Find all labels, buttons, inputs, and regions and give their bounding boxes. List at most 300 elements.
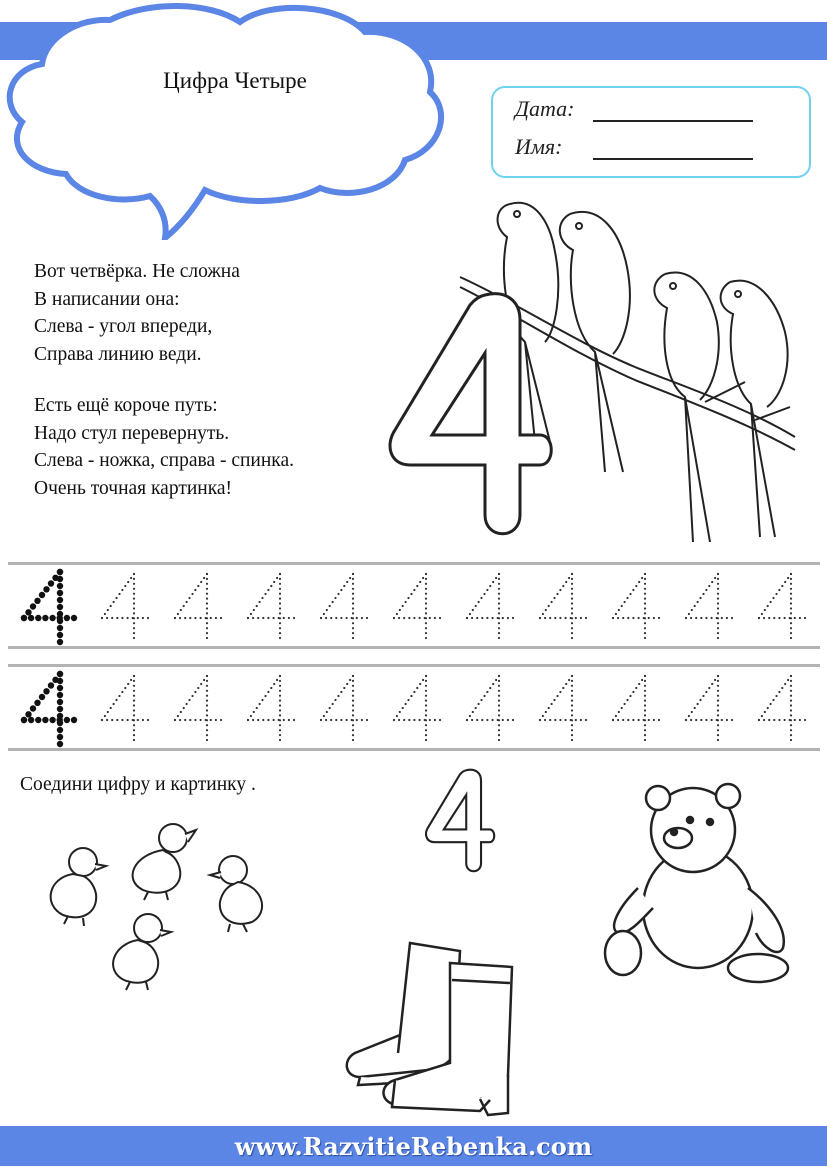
sample-digit-dot: [57, 639, 63, 645]
tracing-digit-dot: [200, 617, 202, 619]
tracing-digit-dot: [770, 601, 772, 603]
tracing-digit-dot: [343, 687, 345, 689]
tracing-digit-dot: [781, 585, 783, 587]
tracing-digit-dot: [133, 637, 135, 639]
tracing-digit-dot: [705, 691, 707, 693]
tracing-digit-dot: [481, 719, 483, 721]
tracing-digit-dot: [403, 719, 405, 721]
tracing-digit-dot: [323, 715, 325, 717]
date-line[interactable]: [593, 120, 753, 122]
tracing-digit-dot: [775, 593, 777, 595]
tracing-digit-dot: [197, 585, 199, 587]
tracing-digit-dot: [273, 617, 275, 619]
tracing-digit-dot: [279, 593, 281, 595]
tracing-digit-dot: [498, 637, 500, 639]
tracing-digit-dot: [206, 695, 208, 697]
poem-stanza-1: [34, 258, 294, 368]
tracing-digit-dot: [270, 687, 272, 689]
tracing-digit-dot: [691, 711, 693, 713]
name-row: [515, 134, 562, 160]
tracing-digit-dot: [475, 605, 477, 607]
sample-digit-dot: [25, 609, 31, 615]
sample-digit-dot: [43, 688, 49, 694]
tracing-digit-dot: [116, 719, 118, 721]
tracing-digit-dot: [340, 589, 342, 591]
tracing-digit-dot: [790, 583, 792, 585]
tracing-digit-dot: [200, 719, 202, 721]
tracing-digit-dot: [635, 687, 637, 689]
tracing-digit-dot: [644, 675, 646, 677]
tracing-digit-dot: [717, 602, 719, 604]
tracing-digit-dot: [618, 711, 620, 713]
big-four-outline: [380, 285, 570, 545]
tracing-digit-dot: [635, 585, 637, 587]
tracing-digit-dot: [133, 729, 135, 731]
tracing-digit-dot: [585, 617, 587, 619]
tracing-digit-dot: [571, 617, 573, 619]
sample-digit-dot: [57, 625, 63, 631]
tracing-digit-dot: [790, 622, 792, 624]
tracing-digit-dot: [483, 593, 485, 595]
small-four-outline[interactable]: [412, 766, 512, 876]
tracing-digit-dot: [407, 597, 409, 599]
sample-digit-dot: [57, 583, 63, 589]
tracing-digit-dot: [498, 739, 500, 741]
tracing-digit-dot: [142, 617, 144, 619]
tracing-digit-dot: [545, 609, 547, 611]
tracing-digit-dot: [279, 632, 281, 634]
tracing-digit-dot: [110, 707, 112, 709]
tracing-digit-dot: [425, 588, 427, 590]
sample-digit-dot: [30, 705, 36, 711]
tracing-digit-dot: [184, 719, 186, 721]
tracing-digit-dot: [133, 593, 135, 595]
tracing-digit-dot: [542, 715, 544, 717]
tracing-digit-dot: [220, 617, 222, 619]
tracing-digit-dot: [481, 617, 483, 619]
tracing-digit-dot: [403, 617, 405, 619]
tracing-digit-dot: [206, 714, 208, 716]
tracing-digit-dot: [250, 715, 252, 717]
tracing-digit-dot: [731, 719, 733, 721]
tracing-digit-dot: [548, 707, 550, 709]
tracing-digit-dot: [352, 704, 354, 706]
tracing-digit-dot: [179, 719, 181, 721]
tracing-digit-dot: [767, 605, 769, 607]
tracing-digit-dot: [700, 719, 702, 721]
tracing-digit-dot: [466, 719, 468, 721]
tracing-digit-dot: [498, 617, 500, 619]
tracing-digit-dot: [475, 707, 477, 709]
tracing-digit-dot: [264, 695, 266, 697]
tracing-digit-dot: [206, 685, 208, 687]
sample-digit-dot: [57, 678, 63, 684]
sample-digit-dot: [64, 717, 70, 723]
tracing-digit-dot: [416, 687, 418, 689]
tracing-digit-dot: [276, 679, 278, 681]
tracing-digit-dot: [498, 583, 500, 585]
tracing-digit-dot: [790, 612, 792, 614]
tracing-digit-dot: [206, 734, 208, 736]
tracing-digit-dot: [644, 734, 646, 736]
tracing-digit-dot: [279, 724, 281, 726]
tracing-digit-dot: [335, 719, 337, 721]
tracing-digit-dot: [568, 577, 570, 579]
tracing-digit-dot: [279, 607, 281, 609]
tracing-digit-dot: [492, 719, 494, 721]
tracing-digit-dot: [261, 597, 263, 599]
tracing-digit-dot: [352, 607, 354, 609]
name-label: Имя:: [515, 134, 563, 159]
tracing-digit-dot: [174, 719, 176, 721]
tracing-digit-dot: [107, 711, 109, 713]
tracing-digit-dot: [279, 700, 281, 702]
poem-line: Очень точная картинка!: [34, 477, 233, 499]
tracing-digit-dot: [104, 715, 106, 717]
tracing-digit-dot: [790, 685, 792, 687]
ducklings-illustration[interactable]: [38, 820, 288, 995]
tracing-digit-dot: [366, 719, 368, 721]
tracing-digit-dot: [571, 690, 573, 692]
task-instruction: Соедини цифру и картинку .: [20, 774, 256, 795]
poem-stanza-2: [34, 392, 294, 502]
tracing-digit-dot: [434, 617, 436, 619]
tracing-digit-dot: [279, 719, 281, 721]
tracing-digit-dot: [565, 719, 567, 721]
sample-digit-dot: [57, 618, 63, 624]
tracing-digit-dot: [790, 578, 792, 580]
tracing-digits[interactable]: [8, 662, 820, 752]
tracing-digit-dot: [352, 680, 354, 682]
tracing-digit-dot: [425, 680, 427, 682]
tracing-digit-dot: [638, 581, 640, 583]
tracing-digit-dot: [556, 695, 558, 697]
tracing-digit-dot: [191, 695, 193, 697]
tracing-digit-dot: [206, 704, 208, 706]
tracing-digit-dot: [559, 589, 561, 591]
tracing-digit-dot: [334, 699, 336, 701]
tracing-digits[interactable]: [8, 560, 820, 650]
tracing-digit-dot: [106, 719, 108, 721]
tracing-digit-dot: [653, 719, 655, 721]
poem-line: В написании она:: [34, 288, 180, 310]
tracing-digit-dot: [206, 617, 208, 619]
cloud-shape: [0, 0, 460, 240]
sample-digit-dot: [57, 604, 63, 610]
tracing-digit-dot: [215, 719, 217, 721]
tracing-digit-dot: [790, 607, 792, 609]
tracing-digit-dot: [408, 617, 410, 619]
tracing-digit-dot: [632, 691, 634, 693]
tracing-digit-dot: [425, 709, 427, 711]
tracing-digit-dot: [551, 703, 553, 705]
tracing-digit-dot: [498, 709, 500, 711]
tracing-digit-dot: [206, 607, 208, 609]
tracing-digit-dot: [413, 691, 415, 693]
tracing-digit-dot: [121, 617, 123, 619]
tracing-digit-dot: [571, 612, 573, 614]
sample-digit-dot: [57, 671, 63, 677]
tracing-digit-dot: [429, 719, 431, 721]
tracing-digit-dot: [273, 719, 275, 721]
tracing-digit-dot: [137, 617, 139, 619]
tracing-digit-dot: [580, 617, 582, 619]
tracing-digit-dot: [194, 691, 196, 693]
tracing-digit-dot: [194, 719, 196, 721]
tracing-digit-dot: [352, 675, 354, 677]
tracing-digit-dot: [206, 729, 208, 731]
tracing-digit-dot: [206, 700, 208, 702]
tracing-digit-dot: [653, 617, 655, 619]
date-name-box: [491, 86, 811, 178]
tracing-digit-dot: [498, 593, 500, 595]
tracing-digit-dot: [189, 617, 191, 619]
tracing-digit-dot: [705, 589, 707, 591]
tracing-digit-dot: [323, 613, 325, 615]
tracing-digit-dot: [492, 581, 494, 583]
tracing-digit-dot: [206, 675, 208, 677]
tracing-digit-dot: [551, 601, 553, 603]
tracing-digit-dot: [133, 578, 135, 580]
tracing-digit-dot: [644, 617, 646, 619]
tracing-digit-dot: [356, 617, 358, 619]
tracing-digit-dot: [644, 583, 646, 585]
tracing-digit-dot: [206, 627, 208, 629]
tracing-digit-dot: [549, 719, 551, 721]
sample-digit-dot: [57, 576, 63, 582]
tracing-digit-dot: [279, 709, 281, 711]
tracing-digit-dot: [425, 593, 427, 595]
tracing-digit-dot: [101, 719, 103, 721]
tracing-digit-dot: [337, 593, 339, 595]
tracing-digit-dot: [758, 719, 760, 721]
tracing-digit-dot: [618, 609, 620, 611]
tracing-digit-dot: [622, 719, 624, 721]
tracing-digit-dot: [200, 581, 202, 583]
tracing-digit-dot: [711, 683, 713, 685]
sample-digit-dot: [57, 597, 63, 603]
tracing-digit-dot: [486, 719, 488, 721]
tracing-digit-dot: [694, 605, 696, 607]
tracing-digit-dot: [489, 585, 491, 587]
tracing-digit-dot: [133, 607, 135, 609]
tracing-digit-dot: [498, 729, 500, 731]
tracing-digit-dot: [352, 578, 354, 580]
tracing-digit-dot: [180, 609, 182, 611]
tracing-digit-dot: [142, 719, 144, 721]
tracing-digit-dot: [644, 573, 646, 575]
tracing-digit-dot: [717, 588, 719, 590]
tracing-digit-dot: [425, 637, 427, 639]
sample-digit-dot: [28, 717, 34, 723]
tracing-digit-dot: [133, 719, 135, 721]
tracing-digit-dot: [279, 704, 281, 706]
tracing-digit-dot: [116, 617, 118, 619]
tracing-digit-dot: [279, 588, 281, 590]
tracing-digit-dot: [489, 687, 491, 689]
tracing-digit-dot: [717, 612, 719, 614]
tracing-digit-dot: [206, 583, 208, 585]
tracing-digit-dot: [498, 680, 500, 682]
tracing-digit-dot: [425, 627, 427, 629]
tracing-digit-dot: [413, 719, 415, 721]
tracing-digit-dot: [133, 675, 135, 677]
tracing-digit-dot: [790, 675, 792, 677]
tracing-digit-dot: [691, 609, 693, 611]
sample-digit-dot: [48, 682, 54, 688]
boots-illustration[interactable]: [340, 935, 525, 1120]
sample-digit-dot: [57, 611, 63, 617]
tracing-digit-dot: [121, 719, 123, 721]
tracing-digit-dot: [644, 724, 646, 726]
tracing-digit-dot: [408, 719, 410, 721]
tracing-digit-dot: [498, 622, 500, 624]
sample-digit-dot: [57, 720, 63, 726]
tracing-digit-dot: [253, 609, 255, 611]
tracing-digit-dot: [346, 719, 348, 721]
tracing-digit-dot: [206, 602, 208, 604]
tracing-digit-dot: [326, 609, 328, 611]
tracing-digit-dot: [130, 577, 132, 579]
tracing-digit-dot: [498, 578, 500, 580]
tracing-digit-dot: [133, 612, 135, 614]
tracing-digit-dot: [422, 679, 424, 681]
name-line[interactable]: [593, 158, 753, 160]
tracing-digit-dot: [571, 734, 573, 736]
tracing-digit-dot: [702, 695, 704, 697]
tracing-digit-dot: [320, 617, 322, 619]
tracing-digit-dot: [133, 598, 135, 600]
tracing-digit-dot: [366, 617, 368, 619]
sample-digit-dot: [57, 569, 63, 575]
tracing-digit-dot: [250, 613, 252, 615]
tracing-digit-dot: [571, 685, 573, 687]
tracing-digit-dot: [498, 607, 500, 609]
tracing-digit-dot: [480, 597, 482, 599]
tracing-digit-dot: [626, 699, 628, 701]
tracing-digit-dot: [699, 699, 701, 701]
tracing-digit-dot: [115, 597, 117, 599]
tracing-digit-dot: [644, 704, 646, 706]
tracing-digit-dot: [495, 577, 497, 579]
sample-digit-dot: [35, 717, 41, 723]
tracing-digit-dot: [279, 690, 281, 692]
tracing-digit-dot: [690, 719, 692, 721]
tracing-digit-dot: [279, 617, 281, 619]
tracing-digit-dot: [124, 687, 126, 689]
tracing-digit-dot: [334, 597, 336, 599]
tracing-digit-dot: [346, 683, 348, 685]
tracing-digit-dot: [721, 719, 723, 721]
sample-digit-dot: [71, 615, 77, 621]
tracing-digit-dot: [279, 573, 281, 575]
tracing-digit-dot: [476, 617, 478, 619]
tracing-digit-dot: [326, 711, 328, 713]
tracing-digit-dot: [685, 719, 687, 721]
tracing-digit-dot: [215, 617, 217, 619]
tracing-digit-dot: [425, 739, 427, 741]
tracing-digit-dot: [425, 704, 427, 706]
tracing-digit-dot: [559, 617, 561, 619]
tracing-digit-dot: [571, 593, 573, 595]
tracing-digit-dot: [562, 585, 564, 587]
sample-digit-dot: [21, 717, 27, 723]
tracing-digit-dot: [425, 607, 427, 609]
tracing-digit-dot: [717, 680, 719, 682]
tracing-digit-dot: [127, 719, 129, 721]
tracing-digit-dot: [478, 601, 480, 603]
tracing-digit-dot: [439, 719, 441, 721]
tracing-digit-dot: [571, 719, 573, 721]
tracing-digit-dot: [790, 602, 792, 604]
tracing-digit-dot: [104, 613, 106, 615]
tracing-digit-dot: [133, 573, 135, 575]
tracing-digit-dot: [352, 617, 354, 619]
tracing-digit-dot: [425, 734, 427, 736]
tracing-digit-dot: [787, 679, 789, 681]
tracing-digit-dot: [644, 700, 646, 702]
tracing-digit-dot: [790, 714, 792, 716]
tracing-digit-dot: [425, 612, 427, 614]
tracing-digit-dot: [279, 734, 281, 736]
teddy-bear-illustration[interactable]: [598, 768, 798, 988]
tracing-digit-dot: [425, 583, 427, 585]
tracing-digit-dot: [476, 719, 478, 721]
tracing-digit-dot: [804, 617, 806, 619]
sample-digit-dot: [57, 699, 63, 705]
tracing-digit-dot: [113, 601, 115, 603]
tracing-digit-dot: [773, 719, 775, 721]
tracing-digit-dot: [498, 700, 500, 702]
tracing-digit-dot: [206, 680, 208, 682]
tracing-digit-dot: [644, 729, 646, 731]
tracing-digit-dot: [617, 617, 619, 619]
tracing-digit-dot: [130, 679, 132, 681]
tracing-digit-dot: [697, 703, 699, 705]
tracing-digit-dot: [711, 617, 713, 619]
tracing-digit-dot: [352, 734, 354, 736]
tracing-digit-dot: [688, 613, 690, 615]
tracing-digit-dot: [638, 617, 640, 619]
tracing-digit-dot: [133, 583, 135, 585]
tracing-digit-dot: [775, 695, 777, 697]
tracing-digit-dot: [257, 617, 259, 619]
footer-url[interactable]: www.RazvitieRebenka.com: [234, 1132, 593, 1161]
sample-digit-dot: [42, 615, 48, 621]
tracing-digit-dot: [352, 695, 354, 697]
tracing-digit-dot: [764, 711, 766, 713]
tracing-digit-dot: [648, 719, 650, 721]
sample-digit-dot: [25, 711, 31, 717]
tracing-digit-dot: [559, 691, 561, 693]
tracing-digit-dot: [111, 617, 113, 619]
tracing-digit-dot: [425, 602, 427, 604]
tracing-digit-dot: [206, 637, 208, 639]
tracing-digit-dot: [498, 612, 500, 614]
tracing-digit-dot: [425, 719, 427, 721]
tracing-digit-dot: [279, 622, 281, 624]
tracing-digit-dot: [571, 739, 573, 741]
tracing-digit-dot: [349, 577, 351, 579]
tracing-digit-dot: [644, 598, 646, 600]
tracing-digit-dot: [147, 617, 149, 619]
tracing-digit-dot: [133, 690, 135, 692]
page-title: Цифра Четыре: [163, 68, 307, 93]
tracing-digit-dot: [790, 704, 792, 706]
tracing-digit-dot: [539, 719, 541, 721]
tracing-digit-dot: [717, 714, 719, 716]
tracing-digit-dot: [206, 719, 208, 721]
